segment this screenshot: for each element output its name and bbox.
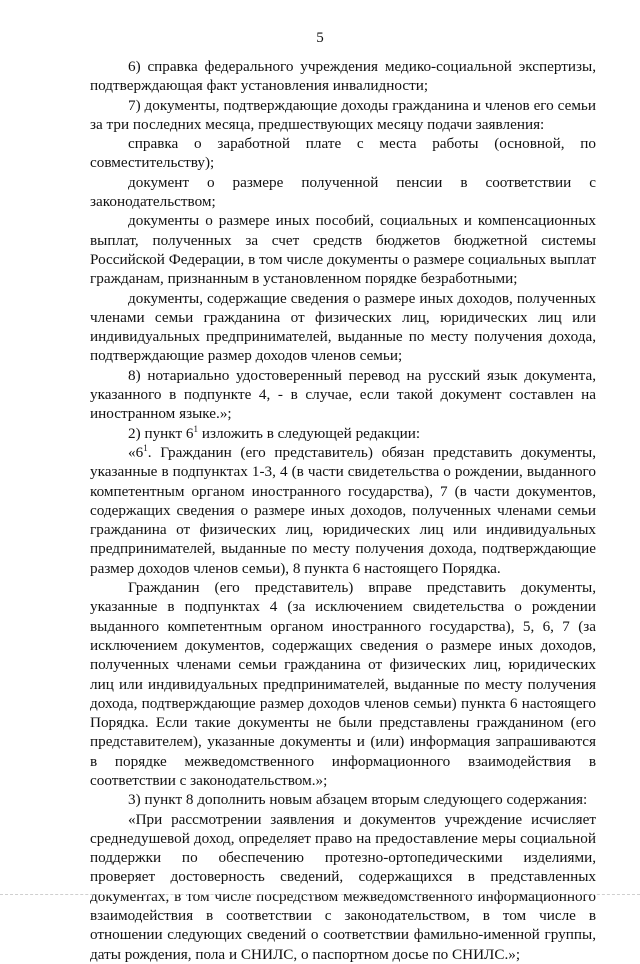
page-number: 5 xyxy=(316,30,324,46)
paragraph-pension: документ о размере полученной пенсии в соответствии с законодательством; xyxy=(90,173,596,211)
paragraph-new-abzac: «При рассмотрении заявления и документов учреждение исчисляет среднедушевой доход, определяет право на предоставление меры социальной поддержки по обеспечению протезно-ортопедическими изделиями, проверяет достоверность сведений, содержащихся в представленных документах, в том числе посредством межведомственного информационного взаимодействия в соответствии с законодательством, в том числе в отношении следующих сведений о соответствии фамильно-именной группы, даты рождения, пола и СНИЛС, о паспортном досье по СНИЛС.»; xyxy=(90,810,596,963)
paragraph-point-6-1 xyxy=(90,443,596,578)
amend-2-text-a: 2) пункт 6 xyxy=(128,424,194,442)
paragraph-citizen-right: Гражданин (его представитель) вправе представить документы, указанные в подпунктах 4 (за исключением свидетельства о рождении выданного компетентным органом иностранного государства), 5, 6, 7 (за исключением документов, содержащих сведения о размере иных доходов, полученных членами семьи гражданина от физических лиц, юридических лиц или индивидуальных предпринимателей, выданные по месту получения дохода, подтверждающие размер доходов членов семьи) пункта 6 настоящего Порядка. Если такие документы не были представлены гражданином (его представителем), указанные документы и (или) информация запрашиваются в порядке межведомственного информационного взаимодействия в соответствии с законодательством.»; xyxy=(90,579,596,789)
point-6-1-open: «6 xyxy=(128,443,144,461)
point-6-1-superscript: 1 xyxy=(143,442,148,453)
bottom-scan-edge xyxy=(0,894,640,895)
paragraph-benefits: документы о размере иных пособий, социальных и компенсационных выплат, полученных за счет средств бюджетов бюджетной системы Российской Федерации, в том числе документы о размере социальных выплат гражданам, признанным в установленном порядке безработными; xyxy=(90,212,596,288)
paragraph-salary: справка о заработной плате с места работы (основной, по совместительству); xyxy=(90,135,596,172)
paragraph-item-8: 8) нотариально удостоверенный перевод на русский язык документа, указанного в подпункте 4, - в случае, если такой документ составлен на иностранном языке.»; xyxy=(90,366,596,423)
paragraph-item-6: 6) справка федерального учреждения медико-социальной экспертизы, подтверждающая факт установления инвалидности; xyxy=(90,58,596,95)
amend-2-text-b: изложить в следующей редакции: xyxy=(198,424,421,442)
document-body xyxy=(90,57,596,964)
point-6-1-text: . Гражданин (его представитель) обязан представить документы, указанные в подпунктах 1-3, 4 (в части свидетельства о рождении, выданного компетентным органом иностранного государства), 7 (в части документов, содержащих сведения о размере иных доходов, полученных членами семьи гражданина от физических лиц, юридических лиц или индивидуальных предпринимателей, выданные по месту получения дохода, подтверждающие размер доходов членов семьи), 8 пункта 6 настоящего Порядка. xyxy=(90,443,596,577)
paragraph-item-7: 7) документы, подтверждающие доходы гражданина и членов его семьи за три последних месяца, предшествующих месяцу подачи заявления: xyxy=(90,96,596,133)
paragraph-amend-3: 3) пункт 8 дополнить новым абзацем вторым следующего содержания: xyxy=(128,791,588,809)
amend-2-superscript: 1 xyxy=(193,423,199,434)
paragraph-other-income: документы, содержащие сведения о размере иных доходов, полученных членами семьи гражданина от физических лиц, юридических лиц или индивидуальных предпринимателей, выданные по месту получения дохода, подтверждающие размер доходов членов семьи; xyxy=(90,289,596,365)
paragraph-amend-2 xyxy=(90,424,596,443)
